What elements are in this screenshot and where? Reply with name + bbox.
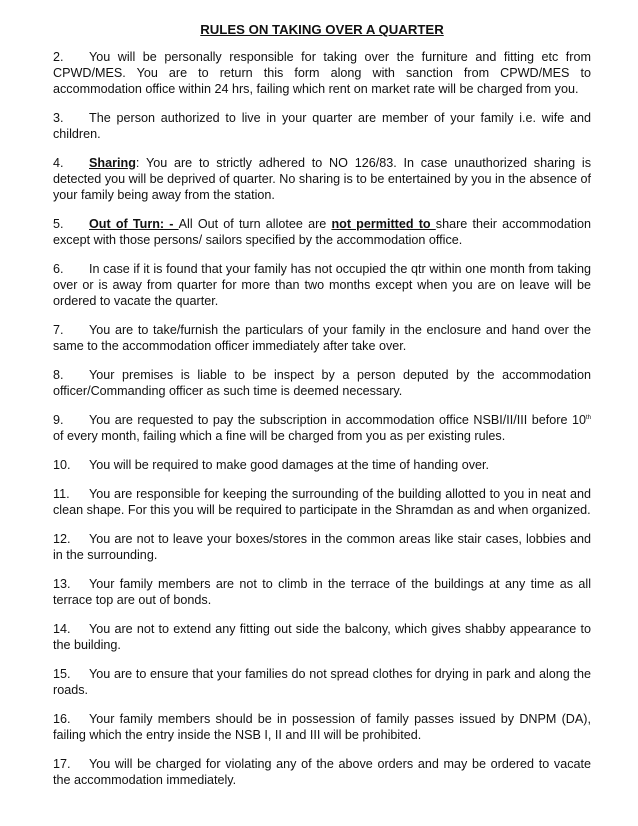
rule-text: You will be charged for violating any of the above orders and may be ordered to vacate the accommodation immediately. [53,757,591,787]
rule-text: All Out of turn allotee are [178,217,332,231]
rule-number: 12. [53,532,71,546]
rule-number: 4. [53,156,64,170]
rule-text: The person authorized to live in your quarter are member of your family i.e. wife and children. [53,111,591,141]
rule-4 [53,155,591,203]
rule-number: 5. [53,217,64,231]
ordinal-suffix: th [585,414,591,421]
rule-text: You are responsible for keeping the surrounding of the building allotted to you in neat and clean shape. For this you will be required to participate in the Shramdan as and when organized. [53,487,591,517]
rule-6 [53,261,591,309]
rule-12 [53,531,591,563]
rule-text: You will be personally responsible for taking over the furniture and fitting etc from CPWD/MES. You are to return this form along with sanction from CPWD/MES to accommodation office within 24 hrs, failing which rent on market rate will be charged from you. [53,50,591,96]
rule-text: of every month, failing which a fine will be charged from you as per existing rules. [53,429,506,443]
rule-8 [53,367,591,399]
rule-text: Your family members should be in possession of family passes issued by DNPM (DA), failing which the entry inside the NSB I, II and III will be prohibited. [53,712,591,742]
rule-text: You are not to extend any fitting out side the balcony, which gives shabby appearance to the building. [53,622,591,652]
page-title: RULES ON TAKING OVER A QUARTER [200,22,444,37]
rule-text: : You are to strictly adhered to NO 126/83. In case unauthorized sharing is detected you will be deprived of quarter. No sharing is to be entertained by you in the absence of your family being away from the station. [53,156,591,202]
rule-text: You are not to leave your boxes/stores in the common areas like stair cases, lobbies and in the surrounding. [53,532,591,562]
rule-10 [53,457,591,473]
rule-14 [53,621,591,653]
rule-number: 11. [53,487,70,501]
rule-7 [53,322,591,354]
rule-text: share their accommodation except with those persons/ sailors specified by the accommodation office. [53,217,592,247]
rule-text: You are requested to pay the subscription in accommodation office NSBI/II/III before 10 [89,413,586,427]
rule-13 [53,576,591,608]
rule-9 [53,412,591,444]
rule-3 [53,110,591,142]
rule-16 [53,711,591,743]
rule-emphasis: not permitted to [331,217,436,231]
rule-number: 9. [53,413,64,427]
rule-number: 13. [53,577,71,591]
rule-17 [53,756,591,788]
rule-number: 2. [53,50,64,64]
rule-number: 7. [53,323,64,337]
rule-text: In case if it is found that your family has not occupied the qtr within one month from taking over or is away from quarter for more than two months except when you are on leave will be ordered to vacate the quarter. [53,262,591,308]
rule-2 [53,49,591,97]
rule-11 [53,486,591,518]
rule-number: 14. [53,622,71,636]
rule-number: 17. [53,757,71,771]
rule-text: You are to take/furnish the particulars of your family in the enclosure and hand over the same to the accommodation officer immediately after take over. [53,323,591,353]
rule-number: 3. [53,111,64,125]
rule-15 [53,666,591,698]
rule-label-out-of-turn: Out of Turn: - [89,217,179,231]
rule-number: 15. [53,667,71,681]
rule-number: 10. [53,458,71,472]
rule-5 [53,216,591,248]
rule-number: 6. [53,262,64,276]
rule-number: 8. [53,368,64,382]
rule-text: Your premises is liable to be inspect by a person deputed by the accommodation officer/Commanding officer as such time is deemed necessary. [53,368,591,398]
rule-text: You are to ensure that your families do not spread clothes for drying in park and along the roads. [53,667,591,697]
rule-number: 16. [53,712,71,726]
rule-label-sharing: Sharing [89,156,136,170]
rule-text: You will be required to make good damages at the time of handing over. [89,458,489,472]
rule-text: Your family members are not to climb in the terrace of the buildings at any time as all terrace top are out of bonds. [53,577,591,607]
